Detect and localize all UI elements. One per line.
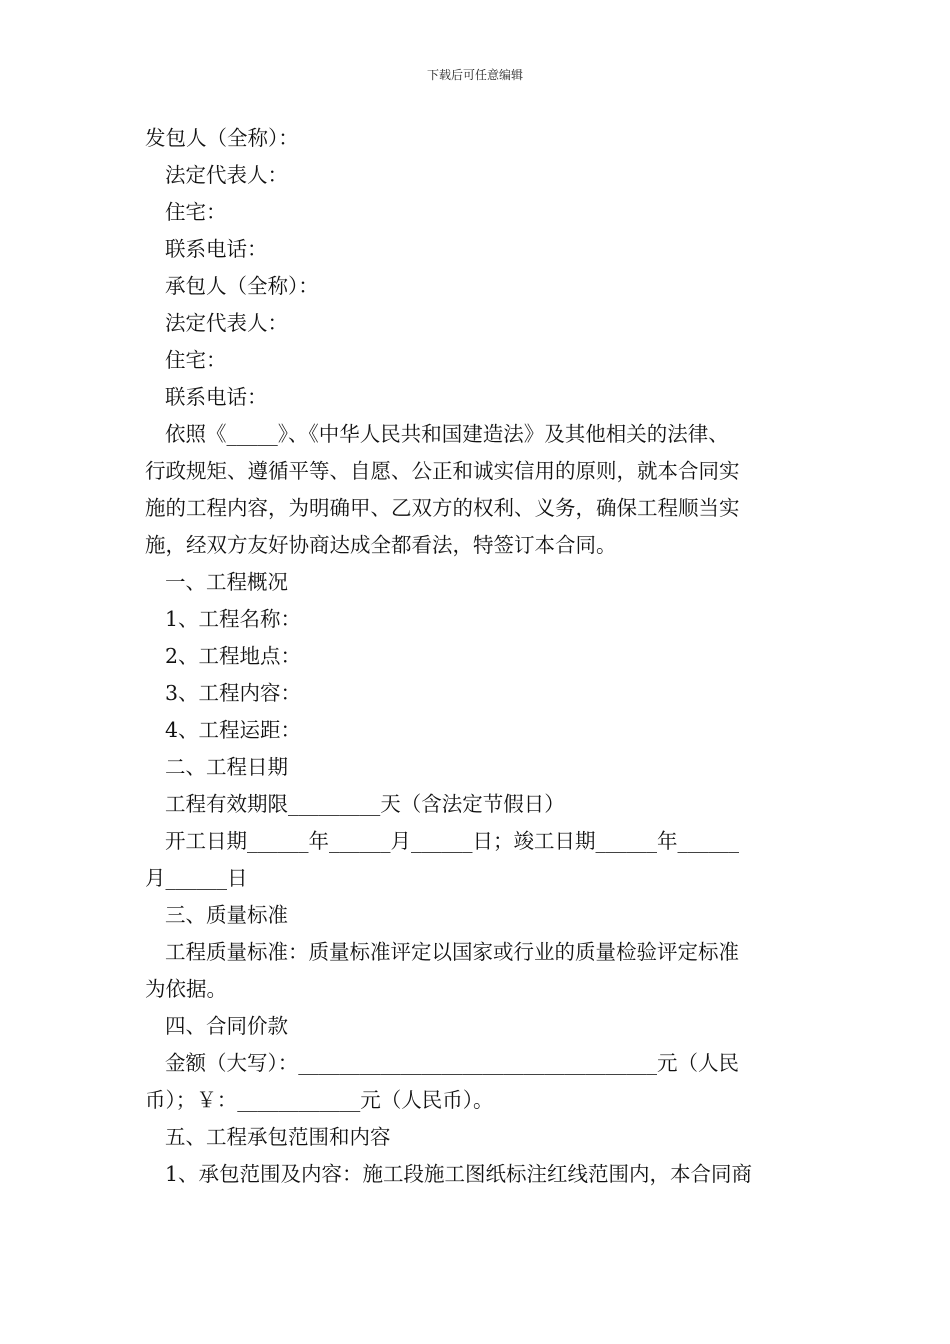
dates-line-2: 月______日 (145, 866, 248, 890)
section-2-title: 二、工程日期 (165, 755, 288, 779)
project-distance-label: 4、工程运距： (165, 718, 302, 742)
quality-line-1: 工程质量标准：质量标准评定以国家或行业的质量检验评定标准 (165, 940, 739, 964)
project-location-label: 2、工程地点： (165, 644, 302, 668)
contractor-label: 承包人（全称）： (165, 274, 319, 298)
employer-label: 发包人（全称）： (145, 126, 299, 150)
section-5-title: 五、工程承包范围和内容 (165, 1125, 391, 1149)
preamble-line-2: 行政规矩、遵循平等、自愿、公正和诚实信用的原则，就本合同实 (145, 459, 740, 483)
price-line-1: 金额（大写）：___________________________________元（人民 (165, 1051, 739, 1075)
employer-rep-label: 法定代表人： (165, 163, 288, 187)
section-1-title: 一、工程概况 (165, 570, 288, 594)
page-header: 下载后可任意编辑 (426, 68, 523, 82)
quality-line-2: 为依据。 (145, 977, 227, 1001)
preamble-line-3: 施的工程内容，为明确甲、乙双方的权利、义务，确保工程顺当实 (145, 496, 740, 520)
contractor-phone-label: 联系电话： (165, 385, 268, 409)
contractor-rep-label: 法定代表人： (165, 311, 288, 335)
project-name-label: 1、工程名称： (165, 607, 302, 631)
employer-address-label: 住宅： (165, 200, 227, 224)
scope-line-1: 1、承包范围及内容：施工段施工图纸标注红线范围内，本合同商 (165, 1162, 753, 1186)
employer-phone-label: 联系电话： (165, 237, 268, 261)
dates-line-1: 开工日期______年______月______日；竣工日期______年______ (165, 829, 739, 853)
price-line-2: 币）；￥：____________元（人民币）。 (145, 1088, 494, 1112)
section-3-title: 三、质量标准 (165, 903, 288, 927)
project-content-label: 3、工程内容： (165, 681, 302, 705)
preamble-line-4: 施，经双方友好协商达成全都看法，特签订本合同。 (145, 533, 617, 557)
section-4-title: 四、合同价款 (165, 1014, 288, 1038)
contract-body (145, 120, 807, 1193)
contractor-address-label: 住宅： (165, 348, 227, 372)
duration-line: 工程有效期限_________天（含法定节假日） (165, 792, 565, 816)
preamble-line-1: 依照《_____》、《中华人民共和国建造法》及其他相关的法律、 (165, 422, 729, 446)
